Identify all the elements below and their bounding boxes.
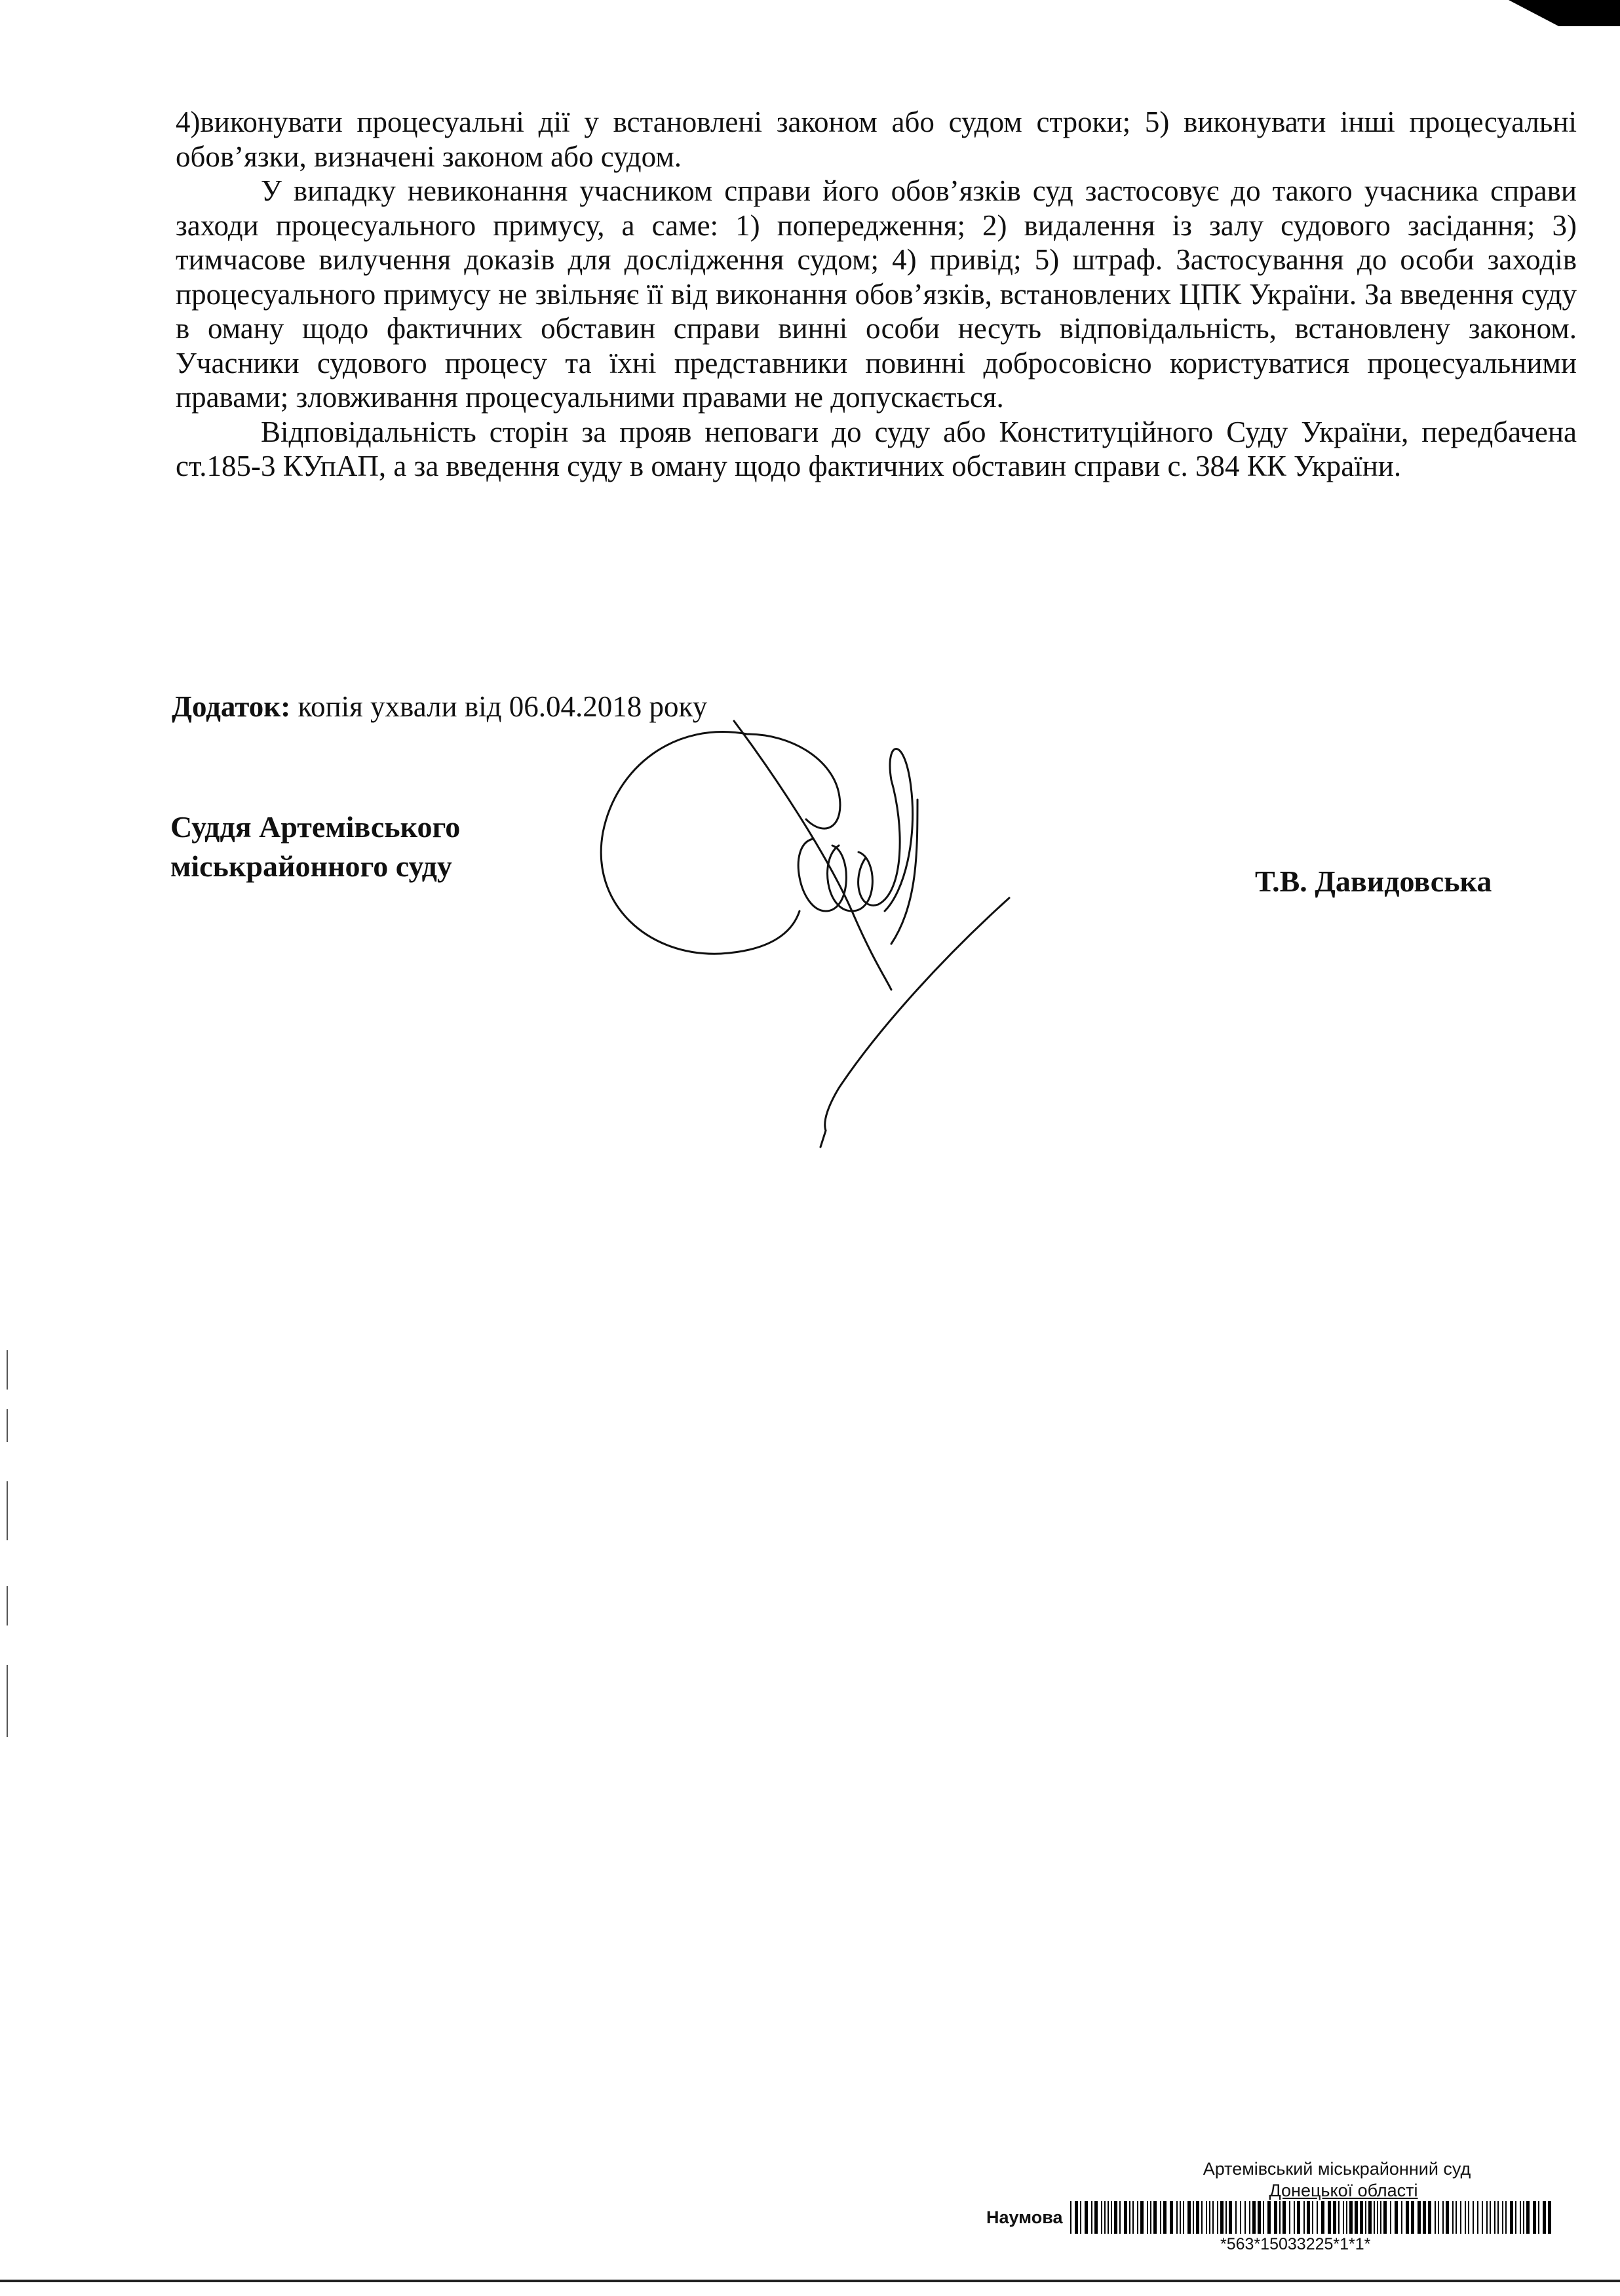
barcode-bar (1258, 2201, 1261, 2234)
barcode-bar (1406, 2201, 1409, 2234)
barcode-bar (1395, 2201, 1398, 2234)
barcode-bar (1494, 2201, 1495, 2234)
barcode-bar (1180, 2201, 1181, 2234)
barcode-bar (1153, 2201, 1157, 2234)
barcode-bar (1317, 2201, 1318, 2234)
barcode-bar (1505, 2201, 1507, 2234)
barcode-bar (1201, 2201, 1203, 2234)
barcode-bar (1147, 2201, 1148, 2234)
handwritten-signature (577, 695, 1049, 1154)
barcode-bar (1163, 2201, 1167, 2234)
barcode-bar (1515, 2201, 1516, 2234)
barcode-bar (1140, 2201, 1144, 2234)
barcode-bar (1229, 2201, 1232, 2234)
barcode-bar (1360, 2201, 1363, 2234)
barcode-bar (1355, 2201, 1358, 2234)
barcode-bar (1307, 2201, 1310, 2234)
barcode-bar (1282, 2201, 1286, 2234)
paragraph-coercion: У випадку невиконання учасником справи його обов’язків суд застосовує до такого учасника справи заходи процесуального примусу, а саме: 1) попередження; 2) видалення із залу судового засідання; 3) тимчасове вилучення доказів для дослідження судом; 4) привід; 5) штраф. Застосування до особи заходів процесуального примусу не звільняє її від виконання обов’язків, встановлених ЦПК України. За введення суду в оману щодо фактичних обставин справи винні особи несуть відповідальність, встановлену законом. Учасники судового процесу та їхні представники повинні добросовісно користуватися процесуальними правами; зловживання процесуальними правами не допускається. (176, 174, 1577, 414)
barcode-bar (1452, 2201, 1454, 2234)
barcode-bar (1111, 2201, 1112, 2234)
barcode-bar (1526, 2201, 1530, 2234)
judge-title (170, 807, 460, 886)
barcode-bar (1294, 2201, 1295, 2234)
barcode-bar (1091, 2201, 1092, 2234)
barcode-bar (1101, 2201, 1102, 2234)
barcode-bar (1119, 2201, 1121, 2234)
barcode-bar (1365, 2201, 1366, 2234)
barcode-bar (1104, 2201, 1106, 2234)
barcode-bar (1289, 2201, 1290, 2234)
barcode-bar (1170, 2201, 1173, 2234)
barcode-bar (1321, 2201, 1324, 2234)
judge-title-line2: міськрайонного суду (170, 849, 452, 883)
barcode-bar (1249, 2201, 1250, 2234)
bottom-rule (0, 2280, 1620, 2282)
barcode-bar (1267, 2201, 1271, 2234)
barcode-bar (1193, 2201, 1194, 2234)
barcode-bar (1212, 2201, 1214, 2234)
barcode-bar (1187, 2201, 1191, 2234)
barcode-bar (1312, 2201, 1313, 2234)
barcode-bar (1252, 2201, 1256, 2234)
barcode-bar (1411, 2201, 1414, 2234)
barcode-bar (1225, 2201, 1227, 2234)
barcode-bar (1183, 2201, 1184, 2234)
barcode-bar (1150, 2201, 1151, 2234)
judge-name: Т.В. Давидовська (1255, 865, 1492, 898)
barcode-bar (1328, 2201, 1331, 2234)
paragraph-obligations: 4)виконувати процесуальні дії у встановлені законом або судом строки; 5) виконувати інші процесуальні обов’язки, визначені законом або судом. (176, 106, 1577, 173)
barcode-number: *563*15033225*1*1* (1220, 2235, 1371, 2253)
barcode-bar (1220, 2201, 1224, 2234)
barcode-bar (1502, 2201, 1503, 2234)
barcode-bar (1418, 2201, 1421, 2234)
barcode-bar (1080, 2201, 1081, 2234)
barcode-bar (1196, 2201, 1199, 2234)
barcode-bar (1523, 2201, 1524, 2234)
barcode-bar (1468, 2201, 1469, 2234)
barcode-bar (1108, 2201, 1109, 2234)
barcode-bar (1548, 2201, 1551, 2234)
barcode-bar (1482, 2201, 1483, 2234)
barcode-bar (1240, 2201, 1241, 2234)
barcode-bar (1070, 2201, 1071, 2234)
barcode-bar (1343, 2201, 1344, 2234)
barcode-bar (1206, 2201, 1207, 2234)
barcode-bar (1303, 2201, 1305, 2234)
barcode-bar (1490, 2201, 1491, 2234)
appendix-text: копія ухвали від 06.04.2018 року (298, 690, 708, 723)
barcode-bar (1132, 2201, 1134, 2234)
clerk-name: Наумова (986, 2208, 1063, 2227)
barcode-bar (1473, 2201, 1474, 2234)
barcode-bar (1380, 2201, 1381, 2234)
barcode-bar (1533, 2201, 1536, 2234)
stamp-region: Донецької області (1269, 2181, 1418, 2200)
barcode-bar (1456, 2201, 1457, 2234)
barcode-bar (1346, 2201, 1347, 2234)
barcode-bar (1435, 2201, 1436, 2234)
appendix-label: Додаток: (172, 690, 291, 723)
barcode-bar (1465, 2201, 1466, 2234)
barcode-bar (1274, 2201, 1277, 2234)
barcode-bar (1094, 2201, 1098, 2234)
barcode-bar (1338, 2201, 1340, 2234)
scan-corner-mark (1509, 0, 1620, 26)
barcode-bar (1263, 2201, 1264, 2234)
barcode-bar (1438, 2201, 1439, 2234)
barcode-bar (1137, 2201, 1138, 2234)
barcode-bar (1446, 2201, 1449, 2234)
barcode-bar (1124, 2201, 1127, 2234)
barcode-bar (1497, 2201, 1499, 2234)
barcode-bar (1390, 2201, 1391, 2234)
barcode-bar (1160, 2201, 1161, 2234)
judge-title-line1: Суддя Артемівського (170, 810, 461, 844)
barcode-bar (1428, 2201, 1431, 2234)
document-body (176, 105, 1577, 484)
paragraph-liability: Відповідальність сторін за прояв неповаги до суду або Конституційного Суду України, передбачена ст.185-3 КУпАП, а за введення суду в оману щодо фактичних обставин справи с. 384 КК України. (176, 415, 1577, 482)
barcode-bar (1075, 2201, 1078, 2234)
barcode-bar (1279, 2201, 1281, 2234)
barcode-bar (1510, 2201, 1513, 2234)
barcode-bar (1129, 2201, 1130, 2234)
barcode-bar (1333, 2201, 1336, 2234)
barcode-bar (1217, 2201, 1218, 2234)
barcode-bar (1114, 2201, 1117, 2234)
barcode-bar (1423, 2201, 1426, 2234)
barcode-bar (1368, 2201, 1372, 2234)
stamp-court-name: Артемівський міськрайонний суд (1203, 2159, 1471, 2179)
barcode-bar (1460, 2201, 1461, 2234)
barcode-bar (1235, 2201, 1237, 2234)
barcode-bar (1543, 2201, 1546, 2234)
barcode-bar (1383, 2201, 1387, 2234)
barcode-bar (1377, 2201, 1378, 2234)
barcode-bar (1244, 2201, 1246, 2234)
barcode-bar (1401, 2201, 1402, 2234)
scan-edge-marks (5, 1350, 9, 1743)
barcode-bar (1486, 2201, 1488, 2234)
barcode-bar (1374, 2201, 1375, 2234)
barcode-bar (1538, 2201, 1539, 2234)
barcode-bar (1349, 2201, 1353, 2234)
barcode-bar (1520, 2201, 1521, 2234)
barcode-bar (1297, 2201, 1300, 2234)
barcode-bar (1209, 2201, 1210, 2234)
barcode-bar (1085, 2201, 1088, 2234)
barcode (1070, 2201, 1555, 2234)
barcode-bar (1442, 2201, 1444, 2234)
barcode-bar (1477, 2201, 1478, 2234)
barcode-bar (1176, 2201, 1178, 2234)
